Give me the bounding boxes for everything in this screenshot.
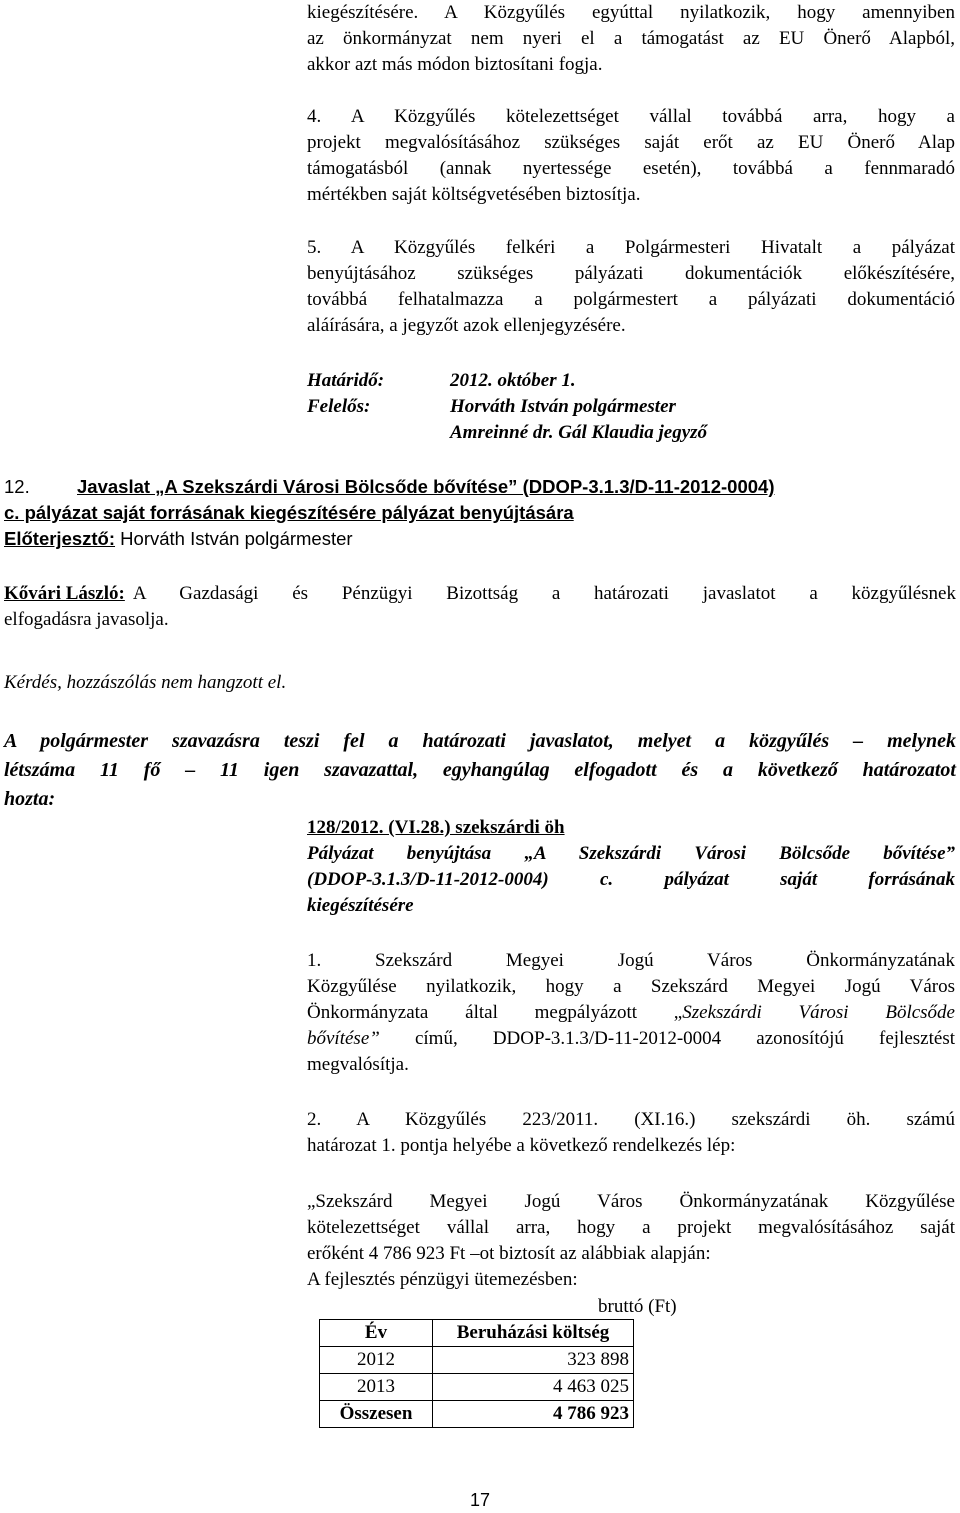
text-line — [307, 1000, 955, 1026]
continuation-paragraph — [307, 0, 955, 78]
text-line: 1. Szekszárd Megyei Jogú Város Önkormányzatának — [307, 950, 955, 971]
item-4-paragraph — [307, 104, 955, 208]
text-line: Közgyűlése nyilatkozik, hogy a Szekszárd Megyei Jogú Város — [307, 976, 955, 997]
text-line: kiegészítésére. A Közgyűlés egyúttal nyilatkozik, hogy amennyiben — [307, 2, 955, 23]
text-line: aláírására, a jegyzőt azok ellenjegyzésére. — [307, 315, 626, 336]
text-line: támogatásból (annak nyertessége esetén), továbbá a fennmaradó — [307, 158, 955, 179]
text-line: A Gazdasági és Pénzügyi Bizottság a határozati javaslatot a közgyűlésnek — [132, 583, 956, 604]
responsible-label: Felelős: — [307, 396, 371, 417]
text-line: A fejlesztés pénzügyi ütemezésben: — [307, 1269, 578, 1290]
deadline-block — [307, 368, 955, 446]
text-fragment: című, DDOP-3.1.3/D-11-2012-0004 azonosítójú fejlesztést — [379, 1028, 955, 1049]
text-line: megvalósítja. — [307, 1054, 409, 1075]
text-line: akkor azt más módon biztosítani fogja. — [307, 54, 603, 75]
table-row — [320, 1347, 634, 1374]
text-line: hozta: — [4, 788, 56, 810]
table-unit — [598, 1294, 677, 1320]
text-line: kiegészítésére — [307, 895, 414, 916]
total-label-cell: Összesen — [320, 1401, 433, 1428]
text-line: benyújtásához szükséges pályázati dokumentációk előkészítésére, — [307, 263, 955, 284]
text-line: az önkormányzat nem nyeri el a támogatást az EU Önerő Alapból, — [307, 28, 955, 49]
agenda-title-line-1: Javaslat „A Szekszárdi Városi Bölcsőde bővítése” (DDOP-3.1.3/D-11-2012-0004) — [77, 476, 775, 497]
text-line: A polgármester szavazásra teszi fel a határozati javaslatot, melyet a közgyűlés – melynek — [4, 730, 956, 752]
project-name-italic: Szekszárdi Városi Bölcsőde — [682, 1002, 955, 1023]
year-cell: 2012 — [320, 1347, 433, 1374]
deadline-label: Határidő: — [307, 370, 385, 391]
agenda-item-12 — [4, 474, 956, 552]
responsible-notary: Amreinné dr. Gál Klaudia jegyző — [450, 422, 708, 443]
column-header-year: Év — [320, 1320, 433, 1347]
text-line: kötelezettséget vállal arra, hogy a projekt megvalósításához saját — [307, 1217, 955, 1238]
speaker-name: Kővári László: — [4, 583, 125, 604]
text-line: továbbá felhatalmazza a polgármestert a pályázati dokumentáció — [307, 289, 955, 310]
text-line: 128/2012. (VI.28.) szekszárdi öh — [307, 817, 565, 838]
cost-cell: 323 898 — [433, 1347, 634, 1374]
table-row — [320, 1374, 634, 1401]
agenda-title-line-2: c. pályázat saját forrásának kiegészítésére pályázat benyújtására — [4, 502, 574, 523]
project-name-italic: bővítése” — [307, 1028, 380, 1049]
text-line: mértékben saját költségvetésében biztosítja. — [307, 184, 641, 205]
total-value-cell: 4 786 923 — [433, 1401, 634, 1428]
text-line — [307, 1026, 955, 1052]
responsible-mayor: Horváth István polgármester — [450, 396, 676, 417]
text-line: erőként 4 786 923 Ft –ot biztosít az alábbiak alapján: — [307, 1243, 711, 1264]
quoted-provision — [307, 1189, 955, 1293]
text-line: létszáma 11 fő – 11 igen szavazattal, egyhangúlag elfogadott és a következő határozatot — [4, 759, 956, 781]
table-total-row — [320, 1401, 634, 1428]
text-line: Kérdés, hozzászólás nem hangzott el. — [4, 672, 287, 693]
cost-cell: 4 463 025 — [433, 1374, 634, 1401]
text-line: 2. A Közgyűlés 223/2011. (XI.16.) szekszárdi öh. számú — [307, 1109, 955, 1130]
kovari-paragraph — [4, 581, 956, 633]
resolution-point-2 — [307, 1107, 955, 1159]
deadline-value: 2012. október 1. — [450, 370, 576, 391]
text-line: 5. A Közgyűlés felkéri a Polgármesteri Hivatalt a pályázat — [307, 237, 955, 258]
text-line: projekt megvalósításához szükséges saját erőt az EU Önerő Alap — [307, 132, 955, 153]
resolution-number — [307, 815, 955, 841]
text-line: 4. A Közgyűlés kötelezettséget vállal továbbá arra, hogy a — [307, 106, 955, 127]
table-header-row — [320, 1320, 634, 1347]
page-number — [0, 1489, 960, 1511]
vote-paragraph — [4, 727, 956, 814]
presenter-label: Előterjesztő: — [4, 528, 116, 549]
text-fragment: Önkormányzata által megpályázott „ — [307, 1002, 683, 1023]
resolution-title — [307, 841, 955, 919]
year-cell: 2013 — [320, 1374, 433, 1401]
text-line: (DDOP-3.1.3/D-11-2012-0004) c. pályázat saját forrásának — [307, 869, 955, 890]
agenda-number: 12. — [4, 476, 30, 497]
item-5-paragraph — [307, 235, 955, 339]
text-line: határozat 1. pontja helyébe a következő rendelkezés lép: — [307, 1135, 736, 1156]
text-line: elfogadásra javasolja. — [4, 609, 169, 630]
resolution-point-1 — [307, 948, 955, 1078]
page-number-text: 17 — [469, 1490, 491, 1510]
financial-schedule-table — [319, 1319, 634, 1428]
no-questions-note — [4, 670, 956, 696]
text-line: „Szekszárd Megyei Jogú Város Önkormányzatának Közgyűlése — [307, 1191, 955, 1212]
presenter-name: Horváth István polgármester — [120, 528, 353, 549]
text-line: bruttó (Ft) — [598, 1296, 677, 1317]
text-line: Pályázat benyújtása „A Szekszárdi Városi Bölcsőde bővítése” — [307, 843, 955, 864]
column-header-cost: Beruházási költség — [433, 1320, 634, 1347]
